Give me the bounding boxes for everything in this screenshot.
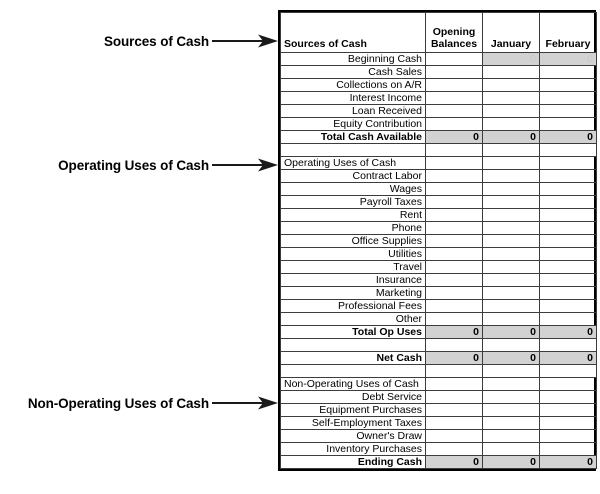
cell-february[interactable] bbox=[540, 66, 597, 79]
cell-january[interactable] bbox=[483, 157, 540, 170]
row-label: Contract Labor bbox=[281, 170, 426, 183]
spacer-row bbox=[281, 144, 597, 157]
cell-january[interactable] bbox=[483, 105, 540, 118]
cell-opening-balances[interactable] bbox=[426, 287, 483, 300]
annotation-label: Non-Operating Uses of Cash bbox=[27, 395, 209, 411]
cell-january[interactable]: 0 bbox=[483, 326, 540, 339]
cell-january[interactable] bbox=[483, 404, 540, 417]
cell-january[interactable] bbox=[483, 430, 540, 443]
table-row bbox=[281, 404, 597, 417]
column-header-january: January bbox=[483, 13, 540, 53]
cell-opening-balances[interactable] bbox=[426, 443, 483, 456]
cell-january[interactable] bbox=[483, 170, 540, 183]
cell-opening-balances[interactable] bbox=[426, 209, 483, 222]
cell-february[interactable] bbox=[540, 261, 597, 274]
cell-january[interactable] bbox=[483, 196, 540, 209]
spacer-cell bbox=[540, 339, 597, 352]
cell-january[interactable] bbox=[483, 300, 540, 313]
row-label: Equipment Purchases bbox=[281, 404, 426, 417]
row-label: Travel bbox=[281, 261, 426, 274]
table-row bbox=[281, 430, 597, 443]
cell-opening-balances[interactable] bbox=[426, 300, 483, 313]
cell-opening-balances[interactable] bbox=[426, 274, 483, 287]
row-label: Phone bbox=[281, 222, 426, 235]
cell-january[interactable] bbox=[483, 209, 540, 222]
cell-opening-balances[interactable] bbox=[426, 248, 483, 261]
cell-february[interactable] bbox=[540, 209, 597, 222]
cell-opening-balances[interactable] bbox=[426, 118, 483, 131]
cell-opening-balances[interactable] bbox=[426, 157, 483, 170]
cell-february[interactable] bbox=[540, 443, 597, 456]
cell-february[interactable] bbox=[540, 391, 597, 404]
arrow-icon bbox=[212, 33, 278, 49]
cell-february[interactable] bbox=[540, 79, 597, 92]
section-header-row bbox=[281, 378, 597, 391]
row-label: Professional Fees bbox=[281, 300, 426, 313]
row-label: Wages bbox=[281, 183, 426, 196]
spacer-cell bbox=[426, 365, 483, 378]
cell-february[interactable]: 0 bbox=[540, 326, 597, 339]
annotation-label: Operating Uses of Cash bbox=[58, 157, 209, 173]
cell-january[interactable] bbox=[483, 248, 540, 261]
spacer-cell bbox=[426, 144, 483, 157]
cell-february[interactable] bbox=[540, 170, 597, 183]
cell-february[interactable] bbox=[540, 378, 597, 391]
cell-opening-balances[interactable] bbox=[426, 183, 483, 196]
row-label: Non-Operating Uses of Cash bbox=[281, 378, 426, 391]
opening-balances-line2: Balances bbox=[430, 38, 478, 50]
spacer-cell bbox=[281, 144, 426, 157]
table-row bbox=[281, 443, 597, 456]
annotation-callout bbox=[28, 393, 278, 413]
cell-opening-balances[interactable] bbox=[426, 222, 483, 235]
table-row bbox=[281, 170, 597, 183]
row-label: Net Cash bbox=[281, 352, 426, 365]
annotation-layer bbox=[0, 0, 278, 494]
table-row bbox=[281, 66, 597, 79]
spacer-row bbox=[281, 365, 597, 378]
cell-opening-balances[interactable] bbox=[426, 391, 483, 404]
table-row bbox=[281, 391, 597, 404]
arrow-icon bbox=[212, 395, 278, 411]
row-label: Interest Income bbox=[281, 92, 426, 105]
section-header-row bbox=[281, 157, 597, 170]
cell-february[interactable] bbox=[540, 235, 597, 248]
cell-opening-balances[interactable] bbox=[426, 196, 483, 209]
row-label: Debt Service bbox=[281, 391, 426, 404]
cell-opening-balances[interactable] bbox=[426, 313, 483, 326]
table-row bbox=[281, 209, 597, 222]
cell-opening-balances[interactable]: 0 bbox=[426, 352, 483, 365]
table-row bbox=[281, 274, 597, 287]
cell-january[interactable] bbox=[483, 313, 540, 326]
cell-february[interactable] bbox=[540, 287, 597, 300]
column-header-category: Sources of Cash bbox=[281, 13, 426, 53]
row-label: Collections on A/R bbox=[281, 79, 426, 92]
row-label: Marketing bbox=[281, 287, 426, 300]
table-row bbox=[281, 313, 597, 326]
cell-january[interactable] bbox=[483, 92, 540, 105]
row-label: Payroll Taxes bbox=[281, 196, 426, 209]
row-label: Equity Contribution bbox=[281, 118, 426, 131]
total-row bbox=[281, 456, 597, 469]
cell-february[interactable] bbox=[540, 196, 597, 209]
cell-opening-balances[interactable] bbox=[426, 404, 483, 417]
spacer-cell bbox=[426, 339, 483, 352]
cell-february[interactable] bbox=[540, 417, 597, 430]
table-row bbox=[281, 53, 597, 66]
cell-opening-balances[interactable] bbox=[426, 79, 483, 92]
table-header bbox=[281, 13, 597, 53]
cell-january[interactable]: 0 bbox=[483, 352, 540, 365]
cell-february[interactable] bbox=[540, 118, 597, 131]
cell-january[interactable] bbox=[483, 118, 540, 131]
header-row bbox=[281, 13, 597, 53]
cell-opening-balances[interactable] bbox=[426, 53, 483, 66]
row-label: Other bbox=[281, 313, 426, 326]
row-label: Operating Uses of Cash bbox=[281, 157, 426, 170]
row-label: Total Op Uses bbox=[281, 326, 426, 339]
cell-january[interactable] bbox=[483, 222, 540, 235]
cell-opening-balances[interactable] bbox=[426, 378, 483, 391]
cell-opening-balances[interactable] bbox=[426, 66, 483, 79]
cell-february[interactable] bbox=[540, 157, 597, 170]
table-row bbox=[281, 196, 597, 209]
row-label: Owner's Draw bbox=[281, 430, 426, 443]
cell-february[interactable]: 0 bbox=[540, 53, 597, 66]
cell-january[interactable] bbox=[483, 235, 540, 248]
row-label: Total Cash Available bbox=[281, 131, 426, 144]
spacer-cell bbox=[483, 339, 540, 352]
cell-opening-balances[interactable] bbox=[426, 235, 483, 248]
row-label: Loan Received bbox=[281, 105, 426, 118]
cell-january[interactable] bbox=[483, 443, 540, 456]
table-row bbox=[281, 300, 597, 313]
row-label: Office Supplies bbox=[281, 235, 426, 248]
table-row bbox=[281, 105, 597, 118]
total-row bbox=[281, 326, 597, 339]
cell-february[interactable] bbox=[540, 222, 597, 235]
cell-january[interactable] bbox=[483, 378, 540, 391]
total-row bbox=[281, 352, 597, 365]
cash-flow-worksheet bbox=[278, 10, 596, 471]
row-label: Insurance bbox=[281, 274, 426, 287]
row-label: Cash Sales bbox=[281, 66, 426, 79]
cell-february[interactable] bbox=[540, 248, 597, 261]
cell-january[interactable]: 0 bbox=[483, 131, 540, 144]
spacer-cell bbox=[540, 144, 597, 157]
table-row bbox=[281, 248, 597, 261]
cell-opening-balances[interactable] bbox=[426, 417, 483, 430]
cell-january[interactable]: 0 bbox=[483, 456, 540, 469]
cell-january[interactable] bbox=[483, 287, 540, 300]
annotation-callout bbox=[58, 155, 278, 175]
cell-opening-balances[interactable] bbox=[426, 170, 483, 183]
cell-february[interactable] bbox=[540, 105, 597, 118]
cell-opening-balances[interactable] bbox=[426, 261, 483, 274]
cell-opening-balances[interactable]: 0 bbox=[426, 326, 483, 339]
column-header-february: February bbox=[540, 13, 597, 53]
total-row bbox=[281, 131, 597, 144]
spacer-cell bbox=[281, 339, 426, 352]
table-row bbox=[281, 92, 597, 105]
cell-january[interactable] bbox=[483, 79, 540, 92]
table-row bbox=[281, 417, 597, 430]
cell-opening-balances[interactable]: 0 bbox=[426, 456, 483, 469]
cell-february[interactable] bbox=[540, 183, 597, 196]
row-label: Beginning Cash bbox=[281, 53, 426, 66]
spacer-cell bbox=[483, 144, 540, 157]
table-row bbox=[281, 79, 597, 92]
table-body bbox=[281, 53, 597, 469]
spacer-cell bbox=[540, 365, 597, 378]
cell-january[interactable] bbox=[483, 183, 540, 196]
annotation-label: Sources of Cash bbox=[103, 33, 209, 49]
cell-january[interactable] bbox=[483, 417, 540, 430]
table-row bbox=[281, 183, 597, 196]
row-label: Ending Cash bbox=[281, 456, 426, 469]
cell-opening-balances[interactable] bbox=[426, 430, 483, 443]
cell-february[interactable]: 0 bbox=[540, 456, 597, 469]
opening-balances-line1: Opening bbox=[432, 26, 476, 38]
annotation-callout bbox=[104, 31, 278, 51]
row-label: Utilities bbox=[281, 248, 426, 261]
cell-opening-balances[interactable] bbox=[426, 92, 483, 105]
column-header-opening-balances bbox=[426, 13, 483, 53]
cell-february[interactable] bbox=[540, 92, 597, 105]
cell-february[interactable] bbox=[540, 404, 597, 417]
cell-february[interactable] bbox=[540, 430, 597, 443]
spacer-row bbox=[281, 339, 597, 352]
cell-january[interactable] bbox=[483, 66, 540, 79]
table-row bbox=[281, 261, 597, 274]
cell-february[interactable] bbox=[540, 300, 597, 313]
cell-january[interactable]: 0 bbox=[483, 53, 540, 66]
row-label: Rent bbox=[281, 209, 426, 222]
row-label: Inventory Purchases bbox=[281, 443, 426, 456]
cell-february[interactable] bbox=[540, 274, 597, 287]
table-row bbox=[281, 118, 597, 131]
cell-january[interactable] bbox=[483, 391, 540, 404]
row-label: Self-Employment Taxes bbox=[281, 417, 426, 430]
table-row bbox=[281, 287, 597, 300]
cell-opening-balances[interactable] bbox=[426, 105, 483, 118]
cell-february[interactable]: 0 bbox=[540, 352, 597, 365]
spacer-cell bbox=[483, 365, 540, 378]
cell-january[interactable] bbox=[483, 261, 540, 274]
cell-january[interactable] bbox=[483, 274, 540, 287]
cell-february[interactable] bbox=[540, 313, 597, 326]
table-row bbox=[281, 222, 597, 235]
cell-opening-balances[interactable]: 0 bbox=[426, 131, 483, 144]
cell-february[interactable]: 0 bbox=[540, 131, 597, 144]
spacer-cell bbox=[281, 365, 426, 378]
table-row bbox=[281, 235, 597, 248]
arrow-icon bbox=[212, 157, 278, 173]
cash-flow-table bbox=[280, 12, 597, 469]
